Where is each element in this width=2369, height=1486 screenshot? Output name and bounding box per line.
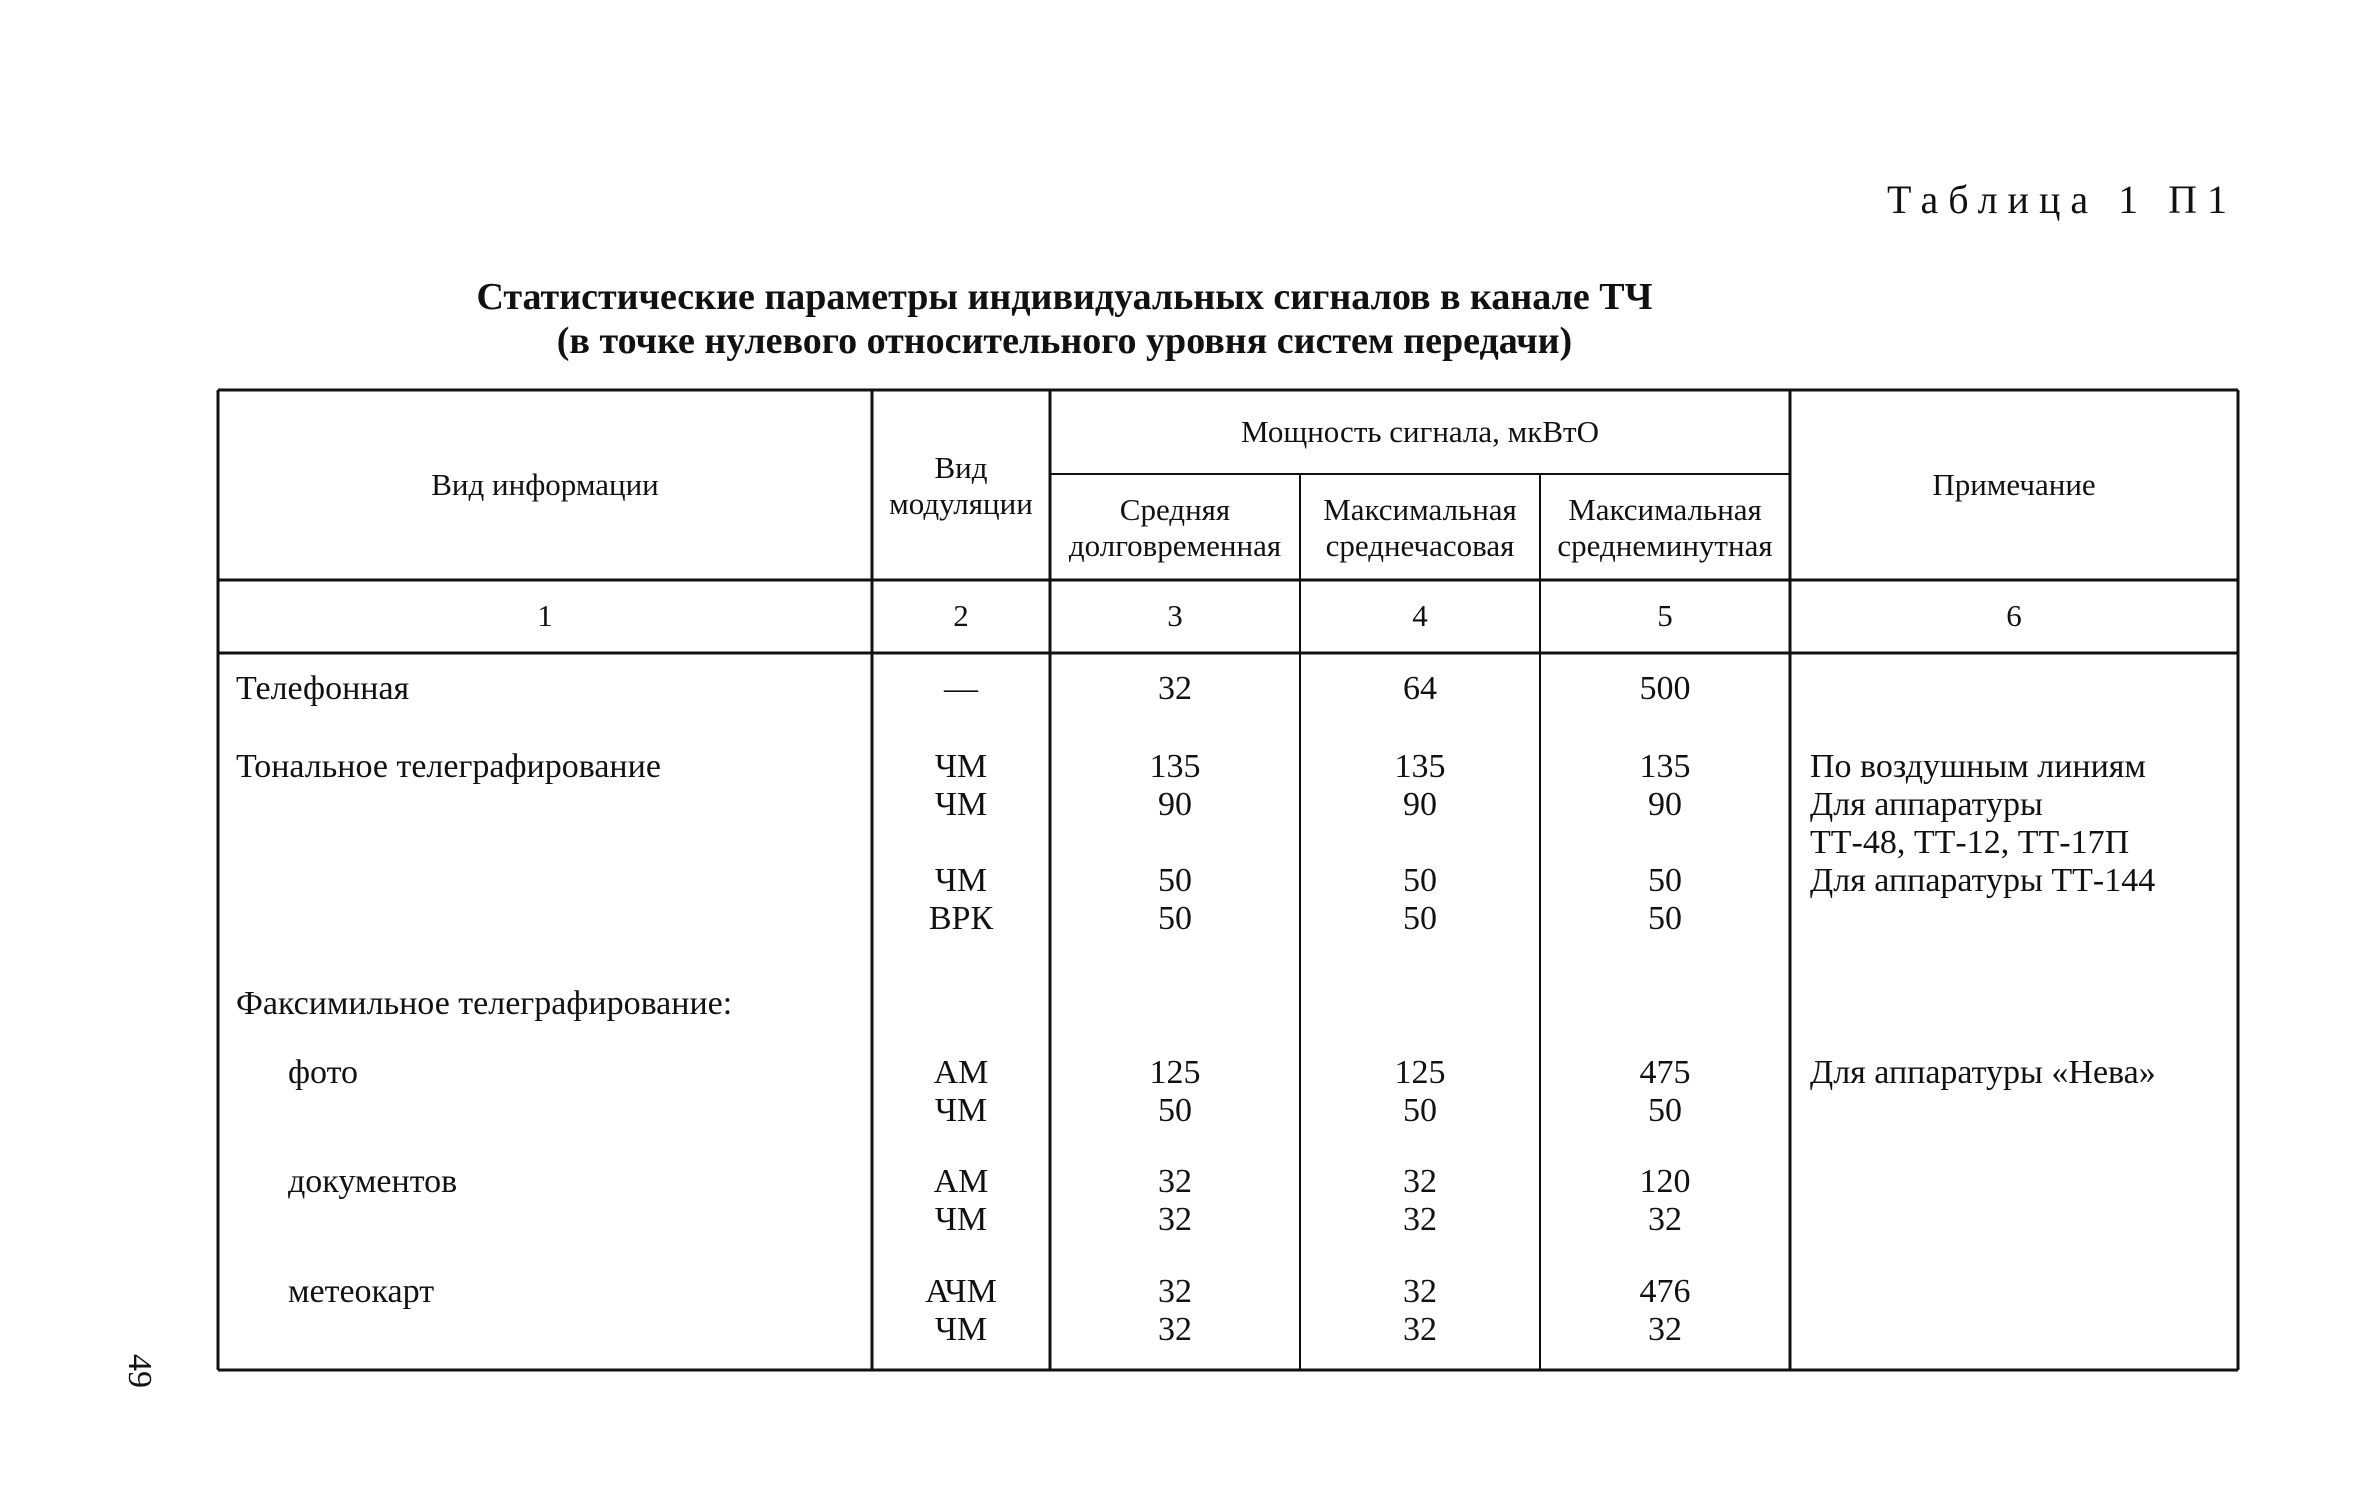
- cell-minute: 32: [1648, 1311, 1682, 1348]
- cell-info: Факсимильное телеграфирование:: [236, 985, 733, 1022]
- cell-minute: 50: [1648, 900, 1682, 937]
- cell-hour: 50: [1403, 862, 1437, 899]
- cell-info: документов: [288, 1163, 458, 1200]
- cell-avg: 32: [1158, 1163, 1192, 1200]
- cell-info: Тональное телеграфирование: [236, 748, 661, 785]
- cell-hour: 32: [1403, 1163, 1437, 1200]
- page-number: 49: [121, 1354, 158, 1388]
- cell-mod: ЧМ: [934, 862, 988, 899]
- cell-info: фото: [288, 1054, 358, 1091]
- cell-note: Для аппаратуры «Нева»: [1810, 1054, 2156, 1091]
- cell-minute: 135: [1639, 748, 1691, 785]
- table-title-line-2: (в точке нулевого относительного уровня систем передачи): [556, 320, 1573, 362]
- cell-hour: 32: [1403, 1311, 1437, 1348]
- cell-hour: 50: [1403, 900, 1437, 937]
- cell-mod: ЧМ: [934, 748, 988, 785]
- column-number-4: 4: [1412, 598, 1428, 633]
- cell-hour: 125: [1394, 1054, 1446, 1091]
- cell-avg: 50: [1158, 862, 1192, 899]
- cell-mod: ЧМ: [934, 786, 988, 823]
- cell-note: По воздушным линиям: [1810, 748, 2146, 785]
- cell-hour: 32: [1403, 1201, 1437, 1238]
- cell-avg: 50: [1158, 1092, 1192, 1129]
- cell-avg: 125: [1149, 1054, 1201, 1091]
- table-title-line-1: Статистические параметры индивидуальных сигналов в канале ТЧ: [476, 276, 1653, 318]
- cell-avg: 32: [1158, 670, 1192, 707]
- cell-avg: 32: [1158, 1273, 1192, 1310]
- cell-mod: ЧМ: [934, 1092, 988, 1129]
- column-number-3: 3: [1167, 598, 1183, 633]
- cell-avg: 135: [1149, 748, 1201, 785]
- cell-note: Для аппаратуры ТТ-144: [1810, 862, 2156, 899]
- cell-mod: АМ: [933, 1054, 989, 1091]
- cell-mod: ВРК: [928, 900, 994, 937]
- cell-minute: 476: [1639, 1273, 1691, 1310]
- cell-note: Для аппаратуры: [1810, 786, 2043, 823]
- cell-avg: 50: [1158, 900, 1192, 937]
- cell-hour: 90: [1403, 786, 1437, 823]
- cell-avg: 32: [1158, 1311, 1192, 1348]
- header-note: Примечание: [1932, 467, 2096, 502]
- cell-mod: АМ: [933, 1163, 989, 1200]
- cell-info: Телефонная: [236, 670, 410, 707]
- header-info-type: Вид информации: [431, 467, 659, 502]
- cell-minute: 500: [1639, 670, 1691, 707]
- cell-minute: 120: [1639, 1163, 1691, 1200]
- header-max-minute: Максимальная среднеминутная: [1557, 492, 1773, 563]
- cell-minute: 90: [1648, 786, 1682, 823]
- header-max-hour: Максимальная среднечасовая: [1323, 492, 1517, 563]
- cell-mod: ЧМ: [934, 1201, 988, 1238]
- cell-minute: 32: [1648, 1201, 1682, 1238]
- cell-hour: 135: [1394, 748, 1446, 785]
- cell-hour: 50: [1403, 1092, 1437, 1129]
- cell-info: метеокарт: [288, 1273, 435, 1310]
- cell-hour: 32: [1403, 1273, 1437, 1310]
- cell-note: ТТ-48, ТТ-12, ТТ-17П: [1810, 824, 2130, 861]
- column-number-6: 6: [2006, 598, 2022, 633]
- cell-mod: ЧМ: [934, 1311, 988, 1348]
- cell-minute: 50: [1648, 1092, 1682, 1129]
- column-number-2: 2: [953, 598, 969, 633]
- cell-mod: —: [944, 670, 978, 707]
- column-number-5: 5: [1657, 598, 1673, 633]
- header-power: Мощность сигнала, мкВтО: [1241, 414, 1599, 449]
- column-number-1: 1: [537, 598, 553, 633]
- cell-mod: АЧМ: [925, 1273, 997, 1310]
- table-label: Таблица 1 П1: [1887, 177, 2237, 222]
- header-modulation: Вид модуляции: [889, 450, 1033, 521]
- cell-avg: 32: [1158, 1201, 1192, 1238]
- header-avg: Средняя долговременная: [1068, 492, 1282, 563]
- cell-hour: 64: [1403, 670, 1437, 707]
- cell-avg: 90: [1158, 786, 1192, 823]
- cell-minute: 475: [1639, 1054, 1691, 1091]
- cell-minute: 50: [1648, 862, 1682, 899]
